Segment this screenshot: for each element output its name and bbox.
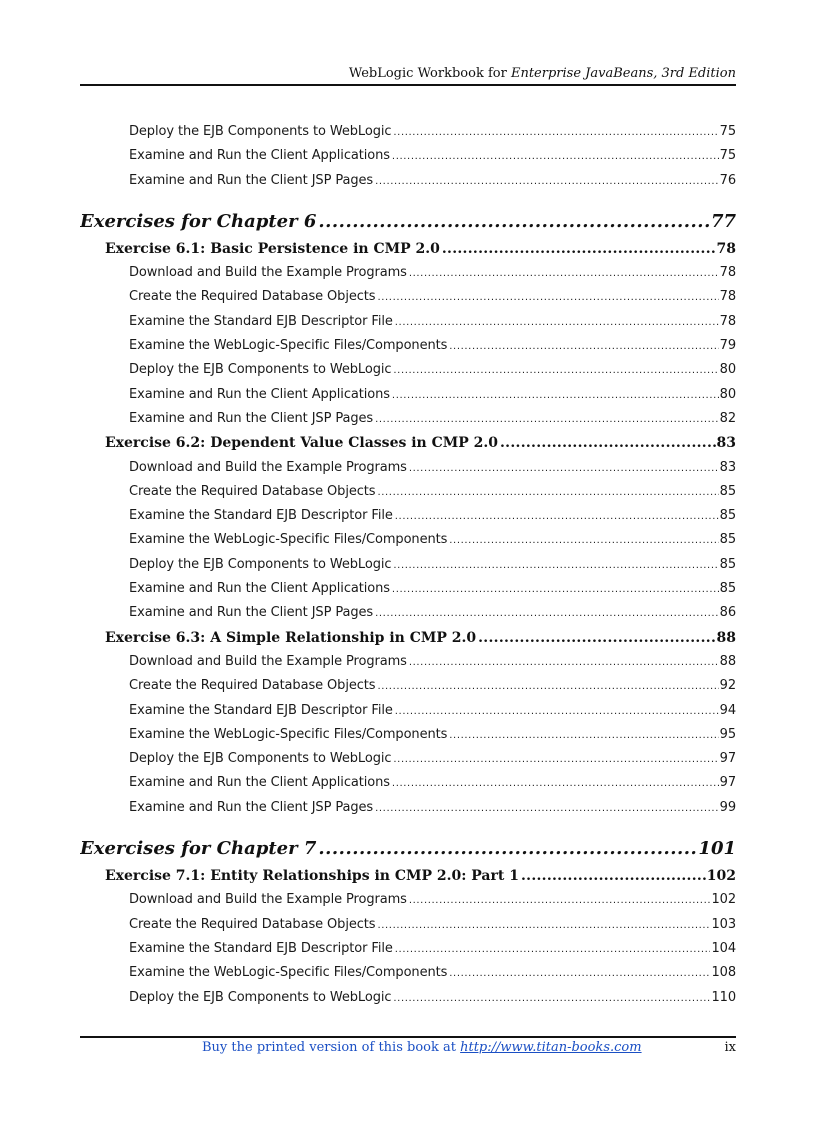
toc-section-entry[interactable] <box>80 650 736 674</box>
toc-entry-label: Download and Build the Example Programs <box>129 459 407 475</box>
toc-entry-page-number: 77 <box>710 210 736 232</box>
toc-section-entry[interactable] <box>80 310 736 334</box>
toc-entry-page-number: 82 <box>719 410 736 426</box>
toc-exercise-entry[interactable] <box>80 237 736 261</box>
dot-leader <box>449 529 718 552</box>
dot-leader <box>409 651 719 674</box>
toc-section-entry[interactable] <box>80 383 736 407</box>
dot-leader <box>375 602 719 625</box>
toc-entry-page-number: 78 <box>719 289 736 305</box>
page-footer <box>80 1040 736 1060</box>
toc-entry-label: Examine the Standard EJB Descriptor File <box>129 508 393 524</box>
toc-entry-page-number: 101 <box>698 838 736 860</box>
toc-entry-page-number: 108 <box>711 965 736 981</box>
toc-entry-label: Create the Required Database Objects <box>129 483 376 499</box>
toc-entry-page-number: 102 <box>706 868 736 885</box>
toc-section-entry[interactable] <box>80 480 736 504</box>
toc-entry-label: Examine the Standard EJB Descriptor File <box>129 702 393 718</box>
toc-entry-page-number: 75 <box>719 124 736 139</box>
toc-section-entry[interactable] <box>80 144 736 168</box>
toc-entry-page-number: 95 <box>719 726 736 742</box>
dot-leader <box>392 772 719 795</box>
toc-section-entry[interactable] <box>80 358 736 382</box>
dot-leader <box>375 408 719 431</box>
toc-entry-label: Deploy the EJB Components to WebLogic <box>129 124 392 139</box>
toc-section-entry[interactable] <box>80 601 736 625</box>
toc-entry-label: Examine and Run the Client Applications <box>129 148 390 164</box>
toc-entry-page-number: 78 <box>716 240 736 257</box>
toc-entry-page-number: 80 <box>719 386 736 402</box>
toc-entry-page-number: 78 <box>719 265 736 281</box>
toc-entry-page-number: 83 <box>716 435 736 452</box>
dot-leader <box>377 481 718 504</box>
toc-entry-label: Examine and Run the Client JSP Pages <box>129 799 374 815</box>
toc-spacer <box>80 820 736 826</box>
toc-entry-label: Deploy the EJB Components to WebLogic <box>129 751 392 767</box>
dot-leader <box>521 864 706 888</box>
toc-entry-label: Examine and Run the Client JSP Pages <box>129 410 374 426</box>
toc-entry-page-number: 97 <box>719 775 736 791</box>
toc-entry-label: Download and Build the Example Programs <box>129 265 407 281</box>
dot-leader <box>449 335 718 358</box>
dot-leader <box>377 914 710 937</box>
toc-entry-label: Exercise 6.1: Basic Persistence in CMP 2.0 <box>105 240 440 257</box>
toc-entry-label: Exercise 6.2: Dependent Value Classes in CMP 2.0 <box>105 435 498 452</box>
toc-section-entry[interactable] <box>80 285 736 309</box>
toc-section-entry[interactable] <box>80 747 736 771</box>
toc-section-entry[interactable] <box>80 334 736 358</box>
toc-entry-label: Deploy the EJB Components to WebLogic <box>129 989 392 1005</box>
dot-leader <box>318 207 710 237</box>
dot-leader <box>409 457 719 480</box>
toc-section-entry[interactable] <box>80 528 736 552</box>
running-header <box>80 66 736 81</box>
toc-entry-label: Create the Required Database Objects <box>129 678 376 694</box>
toc-entry-label: Exercises for Chapter 6 <box>80 210 317 232</box>
dot-leader <box>392 384 719 407</box>
dot-leader <box>478 626 715 650</box>
toc-entry-label: Deploy the EJB Components to WebLogic <box>129 362 392 378</box>
footer-promo <box>202 1040 642 1055</box>
toc-entry-label: Examine the WebLogic-Specific Files/Components <box>129 532 448 548</box>
toc-entry-label: Examine the WebLogic-Specific Files/Components <box>129 726 448 742</box>
toc-entry-label: Examine and Run the Client JSP Pages <box>129 172 374 188</box>
toc-section-entry[interactable] <box>80 407 736 431</box>
dot-leader <box>395 311 719 334</box>
toc-entry-label: Exercises for Chapter 7 <box>80 838 317 860</box>
toc-entry-page-number: 85 <box>719 532 736 548</box>
toc-entry-page-number: 85 <box>719 581 736 597</box>
dot-leader <box>409 889 711 912</box>
dot-leader <box>393 987 710 1010</box>
dot-leader <box>395 938 711 961</box>
dot-leader <box>449 962 710 985</box>
toc-entry-label: Deploy the EJB Components to WebLogic <box>129 556 392 572</box>
toc-entry-label: Examine and Run the Client Applications <box>129 581 390 597</box>
toc-section-entry[interactable] <box>80 913 736 937</box>
toc-entry-label: Download and Build the Example Programs <box>129 892 407 908</box>
titan-books-link[interactable]: http://www.titan-books.com <box>460 1040 642 1055</box>
header-rule <box>80 84 736 86</box>
toc-entry-label: Examine the Standard EJB Descriptor File <box>129 940 393 956</box>
toc-entry-page-number: 83 <box>719 459 736 475</box>
dot-leader <box>393 748 718 771</box>
header-title-italic: Enterprise JavaBeans, 3rd Edition <box>510 66 736 81</box>
toc-entry-page-number: 88 <box>716 629 736 646</box>
toc-entry-page-number: 80 <box>719 362 736 378</box>
toc-entry-page-number: 97 <box>719 751 736 767</box>
dot-leader <box>442 237 716 261</box>
header-title-prefix: WebLogic Workbook for <box>348 66 511 81</box>
toc-section-entry[interactable] <box>80 888 736 912</box>
toc-entry-page-number: 99 <box>719 799 736 815</box>
toc-entry-page-number: 94 <box>719 702 736 718</box>
toc-section-entry[interactable] <box>80 456 736 480</box>
dot-leader <box>377 675 718 698</box>
dot-leader <box>393 554 718 577</box>
toc-exercise-entry[interactable] <box>80 864 736 888</box>
toc-section-entry[interactable] <box>80 261 736 285</box>
toc-section-entry[interactable] <box>80 120 736 144</box>
toc-entry-label: Create the Required Database Objects <box>129 916 376 932</box>
toc-entry-label: Examine the WebLogic-Specific Files/Components <box>129 965 448 981</box>
dot-leader <box>395 505 719 528</box>
toc-entry-page-number: 102 <box>711 892 736 908</box>
dot-leader <box>375 797 719 820</box>
dot-leader <box>449 724 718 747</box>
toc-section-entry[interactable] <box>80 169 736 193</box>
dot-leader <box>392 578 719 601</box>
dot-leader <box>409 262 719 285</box>
toc-section-entry[interactable] <box>80 504 736 528</box>
toc-entry-page-number: 85 <box>719 556 736 572</box>
dot-leader <box>393 121 718 144</box>
toc-section-entry[interactable] <box>80 986 736 1010</box>
toc-entry-label: Examine and Run the Client JSP Pages <box>129 605 374 621</box>
toc-entry-page-number: 76 <box>719 172 736 188</box>
toc-exercise-entry[interactable] <box>80 431 736 455</box>
footer-rule <box>80 1036 736 1038</box>
toc-entry-page-number: 85 <box>719 483 736 499</box>
toc-entry-page-number: 103 <box>711 916 736 932</box>
toc-entry-page-number: 86 <box>719 605 736 621</box>
dot-leader <box>392 145 719 168</box>
toc-entry-label: Exercise 7.1: Entity Relationships in CMP 2.0: Part 1 <box>105 868 519 885</box>
toc-entry-page-number: 104 <box>711 940 736 956</box>
toc-section-entry[interactable] <box>80 937 736 961</box>
toc-chapter-entry[interactable] <box>80 207 736 237</box>
dot-leader <box>395 700 719 723</box>
toc-entry-label: Examine and Run the Client Applications <box>129 775 390 791</box>
dot-leader <box>375 170 719 193</box>
toc-section-entry[interactable] <box>80 961 736 985</box>
toc-entry-label: Examine the Standard EJB Descriptor File <box>129 313 393 329</box>
toc-entry-page-number: 78 <box>719 313 736 329</box>
toc-section-entry[interactable] <box>80 771 736 795</box>
toc-entry-label: Examine and Run the Client Applications <box>129 386 390 402</box>
dot-leader <box>500 431 716 455</box>
toc-entry-page-number: 110 <box>711 989 736 1005</box>
toc-section-entry[interactable] <box>80 553 736 577</box>
toc-section-entry[interactable] <box>80 723 736 747</box>
toc-entry-page-number: 88 <box>719 653 736 669</box>
toc-entry-page-number: 75 <box>719 148 736 164</box>
toc-entry-page-number: 92 <box>719 678 736 694</box>
toc-section-entry[interactable] <box>80 674 736 698</box>
toc-entry-label: Exercise 6.3: A Simple Relationship in CMP 2.0 <box>105 629 477 646</box>
toc-chapter-entry[interactable] <box>80 834 736 864</box>
dot-leader <box>393 359 718 382</box>
dot-leader <box>318 834 697 864</box>
toc-section-entry[interactable] <box>80 796 736 820</box>
footer-promo-text: Buy the printed version of this book at <box>202 1040 461 1055</box>
toc-spacer <box>80 193 736 199</box>
toc-exercise-entry[interactable] <box>80 626 736 650</box>
toc-section-entry[interactable] <box>80 699 736 723</box>
dot-leader <box>377 286 718 309</box>
toc-entry-label: Download and Build the Example Programs <box>129 653 407 669</box>
page-number: ix <box>724 1040 736 1055</box>
table-of-contents <box>80 120 736 1010</box>
toc-entry-label: Examine the WebLogic-Specific Files/Components <box>129 338 448 354</box>
toc-entry-label: Create the Required Database Objects <box>129 289 376 305</box>
toc-entry-page-number: 79 <box>719 338 736 354</box>
toc-section-entry[interactable] <box>80 577 736 601</box>
toc-entry-page-number: 85 <box>719 508 736 524</box>
